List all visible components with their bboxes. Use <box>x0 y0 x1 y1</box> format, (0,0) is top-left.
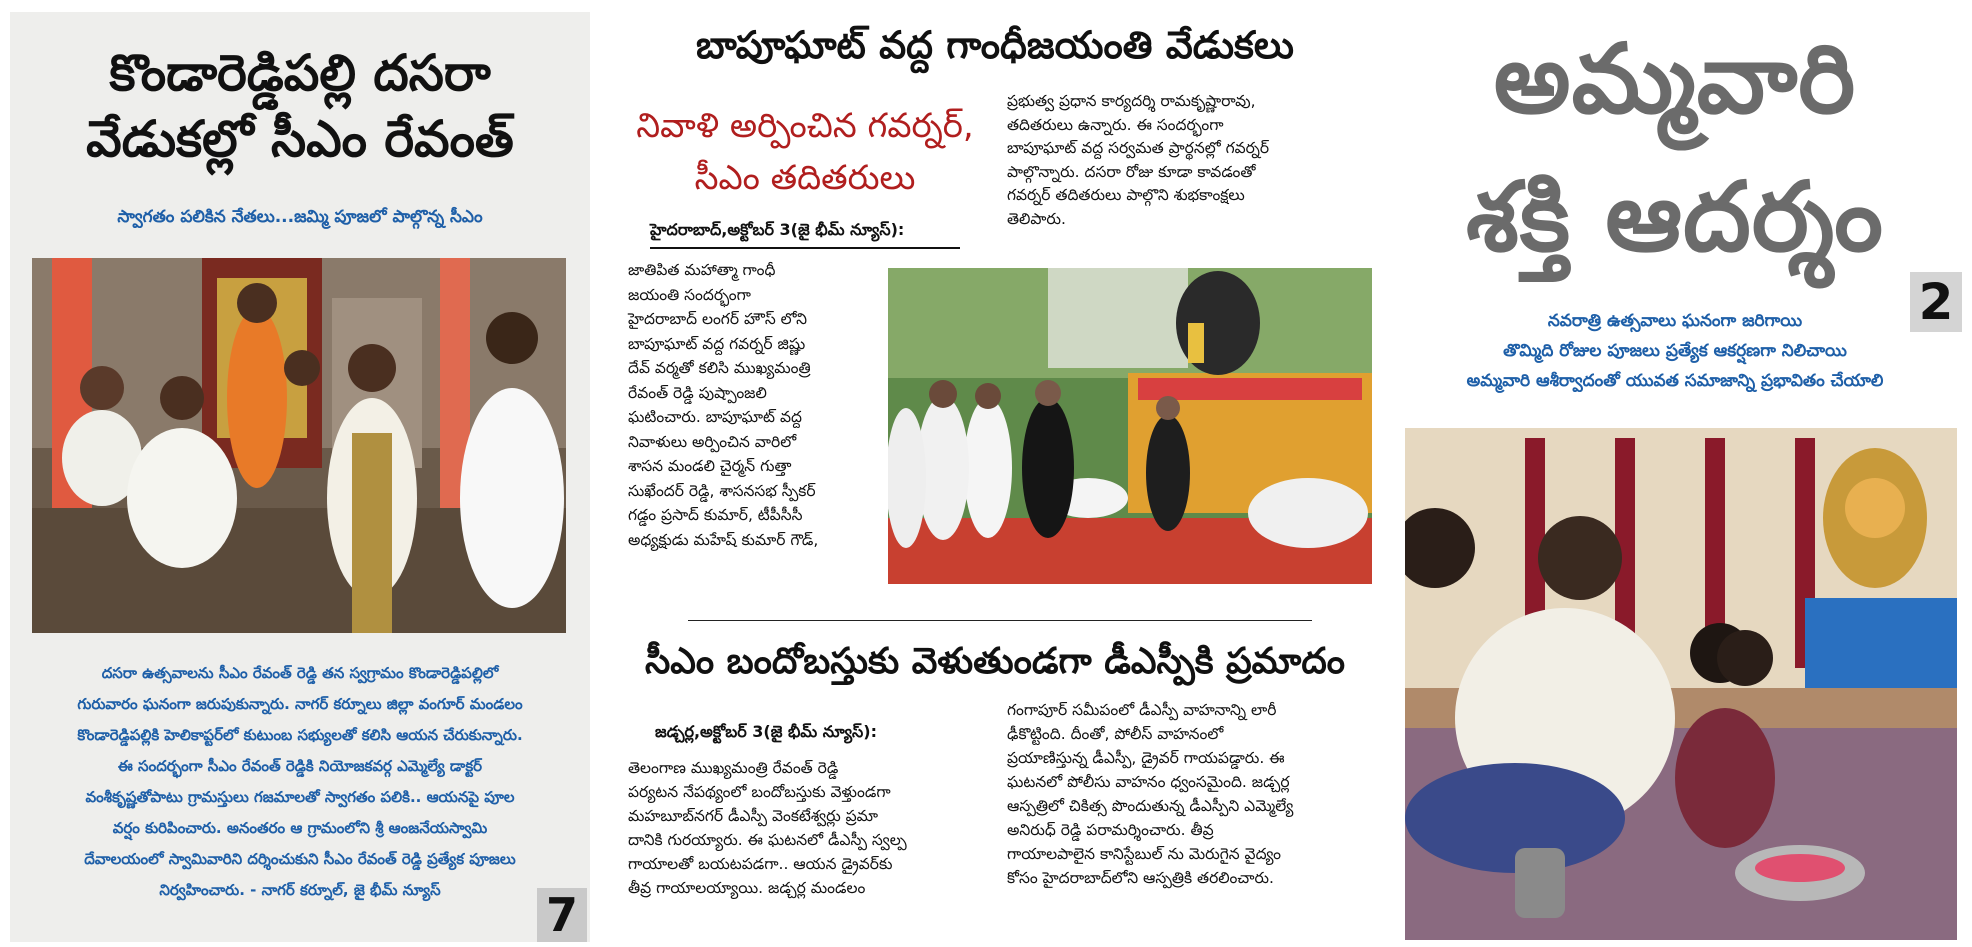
article-line: పర్యటన నేపథ్యంలో బందోబస్తుకు వెళ్తుండగా <box>628 783 891 801</box>
page-number: 2 <box>1910 272 1962 332</box>
left-subheadline: స్వాగతం పలికిన నేతలు...జమ్మి పూజలో పాల్గొన్న సీఎం <box>117 207 483 227</box>
subhead-line: సీఎం తదితరులు <box>694 158 916 198</box>
article-line: బాపూఘాట్ వద్ద గవర్నర్ జిష్ణు <box>628 334 806 353</box>
subhead-line: నవరాత్రి ఉత్సవాలు ఘనంగా జరిగాయి <box>1547 311 1803 331</box>
article-line: వర్షం కురిపించారు. అనంతరం ఆ గ్రామంలోని శ్రీ ఆంజనేయస్వామి <box>112 819 488 837</box>
article-line: తెలిపారు. <box>1007 209 1066 228</box>
article-line: కొండారెడ్డిపల్లికి హెలికాప్టర్‌లో కుటుంబ సభ్యులతో కలిసి ఆయన చేరుకున్నారు. <box>77 726 523 744</box>
gandhi-jayanti-subheadline <box>620 100 990 204</box>
dateline: జడ్చర్ల,అక్టోబర్ 3(జై భీమ్ న్యూస్): <box>655 722 878 741</box>
article-line: ఆస్పత్రిలో చికిత్స పొందుతున్న డీఎస్పీని ఎమ్మెల్యే <box>1007 797 1294 815</box>
article-line: గురువారం ఘనంగా జరుపుకున్నారు. నాగర్ కర్నూలు జిల్లా వంగూర్ మండలం <box>77 695 523 713</box>
bapughat-tribute-photo <box>888 268 1372 584</box>
article-line: గవర్నర్ తదితరులు పాల్గొని శుభకాంక్షలు <box>1007 186 1245 204</box>
cm-temple-photo <box>32 258 566 633</box>
article-line: గడ్డం ప్రసాద్ కుమార్, టీపీసీసీ <box>628 506 803 524</box>
article-line: జాతిపిత మహాత్మా గాంధీ <box>628 261 776 279</box>
article-line: ఘటించారు. బాపూఘాట్ వద్ద <box>628 408 802 426</box>
article-line: తెలంగాణ ముఖ్యమంత్రి రేవంత్ రెడ్డి <box>628 759 839 777</box>
article-line: శాసన మండలి చైర్మన్ గుత్తా <box>628 457 792 475</box>
article-line: జయంతి సందర్భంగా <box>628 285 751 304</box>
navaratri-puja-photo <box>1405 428 1957 940</box>
headline-line: అమ్మవారి <box>1493 23 1857 135</box>
article-line: నిర్వహించారు. - నాగర్ కర్నూల్, జై భీమ్ న్యూస్ <box>159 881 441 899</box>
gandhi-article-body-right <box>1007 90 1377 231</box>
article-line: దేవాలయంలో స్వామివారిని దర్శించుకుని సీఎం రేవంత్ రెడ్డి ప్రత్యేక పూజలు <box>84 850 516 868</box>
headline-line: శక్తి ఆదర్శం <box>1466 161 1884 273</box>
subhead-line: తొమ్మిది రోజుల పూజలు ప్రత్యేక ఆకర్షణగా నిలిచాయి <box>1503 341 1847 361</box>
dsp-article-body-left <box>628 756 988 900</box>
article-line: రేవంత్ రెడ్డి పుష్పాంజలి <box>628 383 767 402</box>
article-line: దేవ్ వర్మతో కలిసి ముఖ్యమంత్రి <box>628 359 811 377</box>
ammavari-headline <box>1395 10 1955 286</box>
article-line: దసరా ఉత్సవాలను సీఎం రేవంత్ రెడ్డి తన స్వగ్రామం కొండారెడ్డిపల్లిలో <box>101 664 499 682</box>
gandhi-article-body-left <box>628 258 873 552</box>
subhead-line: అమ్మవారి ఆశీర్వాదంతో యువత సమాజాన్ని ప్రభావితం చేయాలి <box>1466 371 1884 391</box>
article-line: దానికి గురయ్యారు. ఈ ఘటనలో డీఎస్పీ స్వల్ప <box>628 831 907 849</box>
article-line: ఈ సందర్భంగా సీఎం రేవంత్ రెడ్డికి నియోజకవర్గ ఎమ్మెల్యే డాక్టర్ <box>117 757 483 775</box>
article-line: కోసం హైదరాబాద్‌లోని ఆస్పత్రికి తరలించారు. <box>1007 869 1274 887</box>
subhead-line: నివాళి అర్పించిన గవర్నర్, <box>636 106 974 146</box>
article-line: ప్రభుత్వ ప్రధాన కార్యదర్శి రామకృష్ణారావు, <box>1007 92 1256 110</box>
left-article-body <box>30 658 570 906</box>
left-headline <box>30 40 570 172</box>
dsp-article-body-right <box>1007 698 1377 890</box>
article-line: అధ్యక్షుడు మహేష్ కుమార్ గౌడ్, <box>628 530 819 549</box>
left-headline-line: కొండారెడ్డిపల్లి దసరా <box>109 44 491 102</box>
article-line: ప్రయాణిస్తున్న డీఎస్పీ, డ్రైవర్ గాయపడ్డారు. ఈ <box>1007 749 1285 767</box>
article-line: నివాళులు అర్పించిన వారిలో <box>628 432 797 451</box>
gandhi-jayanti-headline: బాపూఘాట్ వద్ద గాంధీజయంతి వేడుకలు <box>696 23 1294 67</box>
article-line: గాయాలతో బయటపడగా.. ఆయన డ్రైవర్‌కు <box>628 855 893 873</box>
article-line: ఢీకొట్టింది. దీంతో, పోలీస్ వాహనంలో <box>1007 725 1224 743</box>
dsp-accident-headline: సీఎం బందోబస్తుకు వెళుతుండగా డీఎస్పీకి ప్రమాదం <box>644 641 1345 682</box>
article-line: గాయాలపాలైన కానిస్టేబుల్ ను మెరుగైన వైద్యం <box>1007 845 1282 863</box>
article-line: వంశీకృష్ణతోపాటు గ్రామస్తులు గజమాలతో స్వాగతం పలికి.. ఆయనపై పూల <box>85 788 515 806</box>
article-line: పాల్గొన్నారు. దసరా రోజు కూడా కావడంతో <box>1007 162 1256 181</box>
article-line: ఘటనలో పోలీసు వాహనం ధ్వంసమైంది. జడ్చర్ల <box>1007 773 1290 791</box>
article-line: అనిరుధ్ రెడ్డి పరామర్శించారు. తీవ్ర <box>1007 821 1214 839</box>
article-line: తదితరులు ఉన్నారు. ఈ సందర్భంగా <box>1007 115 1224 134</box>
ammavari-subheadlines <box>1395 306 1955 396</box>
left-headline-line: వేడుకల్లో సీఎం రేవంత్ <box>86 110 514 168</box>
article-line: మహబూబ్‌నగర్ డీఎస్పీ వెంకటేశ్వర్లు ప్రమా <box>628 807 879 825</box>
article-line: తీవ్ర గాయాలయ్యాయి. జడ్చర్ల మండలం <box>628 879 866 897</box>
article-line: గంగాపూర్ సమీపంలో డీఎస్పీ వాహనాన్ని లారీ <box>1007 701 1277 719</box>
article-line: బాపూఘాట్ వద్ద సర్వమత ప్రార్థనల్లో గవర్నర్ <box>1007 139 1270 157</box>
article-line: సుఖేందర్ రెడ్డి, శాసనసభ స్పీకర్ <box>628 481 816 500</box>
article-line: హైదరాబాద్ లంగర్ హౌస్ లోని <box>628 310 808 328</box>
page-number: 7 <box>537 888 587 942</box>
divider <box>688 620 1312 621</box>
dateline: హైదరాబాద్,అక్టోబర్ 3(జై భీమ్ న్యూస్): <box>650 220 960 249</box>
